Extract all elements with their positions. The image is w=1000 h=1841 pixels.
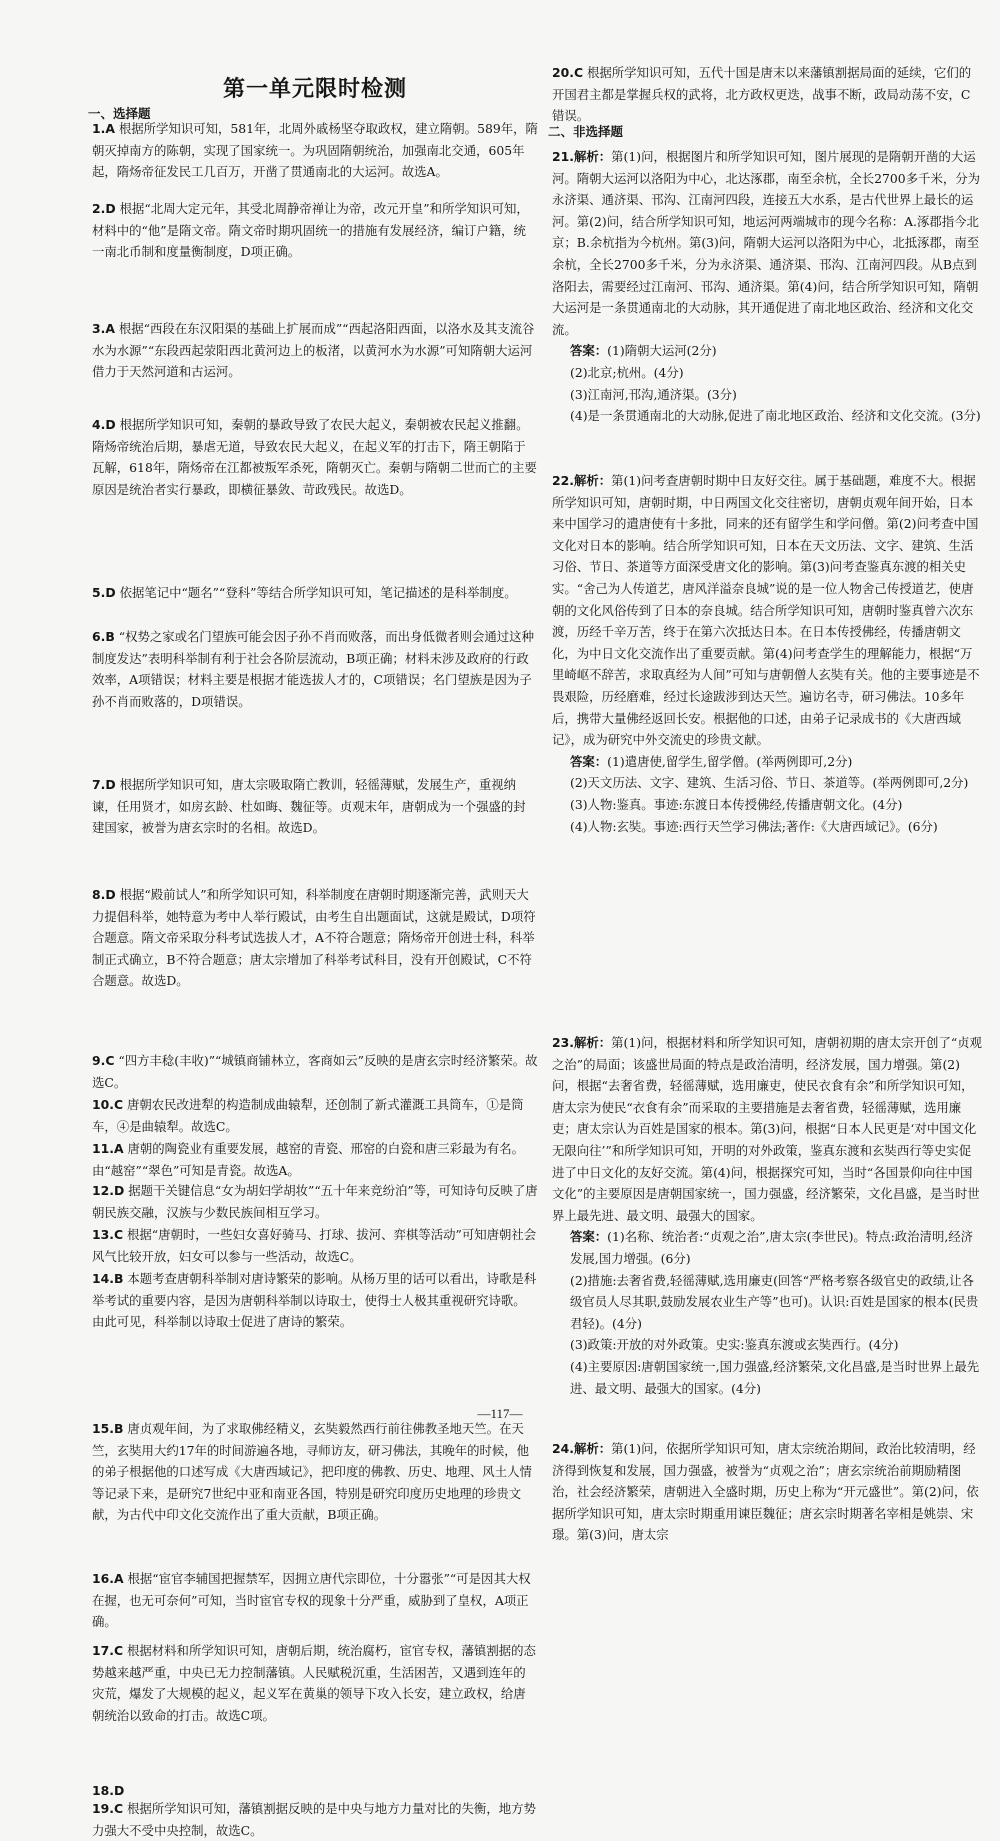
answer-explanation: 本题考查唐朝科举制对唐诗繁荣的影响。从杨万里的话可以看出，诗歌是科举考试的重要内容，是因为唐朝科举制以诗取士，使得士人极其重视研究诗歌。由此可见，科举制以诗取士促进了唐诗的繁荣。 <box>92 1271 537 1330</box>
answer-line <box>552 1270 982 1335</box>
answer-line <box>552 772 982 794</box>
answer-text: (1)隋朝大运河(2分) <box>607 343 717 359</box>
question-number: 10.C <box>92 1097 124 1112</box>
answer-explanation: 唐朝的陶瓷业有重要发展，越窑的青瓷、邢窑的白瓷和唐三彩最为有名。由“越窑”“翠色”可知是青瓷。故选A。 <box>92 1141 524 1178</box>
answer-text: (1)名称、统治者:“贞观之治”,唐太宗(李世民)。特点:政治清明,经济发展,国力增强。(6分) <box>570 1229 974 1266</box>
question-number: 21. <box>552 149 574 164</box>
answer-explanation: 依据笔记中“题名”“登科”等结合所学知识可知，笔记描述的是科举制度。 <box>119 585 517 600</box>
question-number: 19.C <box>92 1801 124 1816</box>
question-number: 12.D <box>92 1183 125 1198</box>
choice-answer-item <box>92 1640 538 1726</box>
answer-explanation: 根据所学知识可知，581年，北周外戚杨坚夺取政权，建立隋朝。589年，隋朝灭掉南方的陈朝，实现了国家统一。为巩固隋朝统治，加强南北交通，605年起，隋炀帝征发民工几百万，开凿了贯通南北的大运河。故选A。 <box>92 121 538 180</box>
answer-line <box>552 751 982 773</box>
answer-explanation: 根据所学知识可知，唐太宗吸取隋亡教训，轻徭薄赋，发展生产，重视纳谏，任用贤才，如房玄龄、杜如晦、魏征等。贞观末年，唐朝成为一个强盛的封建国家，被誉为唐玄宗时的名相。故选D。 <box>92 777 526 836</box>
choice-answer-item <box>92 118 538 183</box>
analysis-label: 解析： <box>573 149 612 164</box>
question-number: 13.C <box>92 1227 124 1242</box>
question-number: 14.B <box>92 1271 124 1286</box>
essay-answer-item <box>552 1438 982 1546</box>
answer-text: (3)人物:鉴真。事迹:东渡日本传授佛经,传播唐朝文化。(4分) <box>570 796 903 812</box>
answer-explanation: 根据“宦官李辅国把握禁军，因拥立唐代宗即位，十分嚣张”“可是因其大权在握，也无可奈何”可知，当时宦官专权的现象十分严重，威胁到了皇权，A项正确。 <box>92 1571 531 1630</box>
answer-text: (3)江南河,邗沟,通济渠。(3分) <box>570 386 737 402</box>
answer-label: 答案： <box>570 753 608 769</box>
question-number: 17.C <box>92 1643 124 1658</box>
analysis-text: 第(1)问考查唐朝时期中日友好交往。属于基础题，难度不大。根据所学知识可知，唐朝时期，中日两国文化交往密切，唐朝贞观年间开始，日本来中国学习的遣唐使有十多批，同来的还有留学生和学问僧。第(2)问考查中国文化对日本的影响。结合所学知识可知，日本在天文历法、文字、建筑、生活习俗、节日、茶道等方面深受唐文化的影响。第(3)问考查鉴真东渡的相关史实。“舍己为人传道艺，唐风洋溢奈良城”说的是一位人物舍己传授道艺，使唐朝的文化风俗传到了日本的奈良城。结合所学知识可知，唐朝时鉴真曾六次东渡，历经千辛万苦，终于在第六次抵达日本。在日本传授佛经，传播唐朝文化，为中日文化交流作出了重要贡献。第(4)问考查学生的理解能力，根据“万里崎岖不辞苦，求取真经为人间”可知与唐朝僧人玄奘有关。他的主要事迹是不畏艰险，历经磨难，经过长途跋涉到达天竺。遍访名寺，研习佛法。10多年后，携带大量佛经返回长安。根据他的口述，由弟子记录成书的《大唐西域记》，成为研究中外交流史的珍贵文献。 <box>552 473 980 748</box>
answer-explanation: 根据“唐朝时，一些妇女喜好骑马、打球、拔河、弈棋等活动”可知唐朝社会风气比较开放，妇女可以参与一些活动，故选C。 <box>92 1227 537 1264</box>
choice-answer-item <box>92 1224 538 1267</box>
page-number: —117— <box>477 1406 523 1421</box>
answer-line <box>552 362 982 384</box>
answer-line <box>552 340 982 362</box>
question-number: 23. <box>552 1035 574 1050</box>
choice-answer-item <box>92 414 538 500</box>
analysis-label: 解析： <box>573 1035 612 1050</box>
answer-label: 答案： <box>570 343 608 359</box>
question-number: 5.D <box>92 585 116 600</box>
question-number: 20.C <box>552 65 584 80</box>
answer-explanation: 根据“北周大定元年，其受北周静帝禅让为帝，改元开皇”和所学知识可知，材料中的“他”是隋文帝。隋文帝时期巩固统一的措施有发展经济，编订户籍，统一南北币制和度量衡制度，D项正确。 <box>92 201 529 260</box>
choice-answer-item <box>92 1268 538 1333</box>
choice-answer-item <box>92 1568 538 1633</box>
answer-text: (2)北京;杭州。(4分) <box>570 364 684 380</box>
choice-answer-item <box>92 1050 538 1093</box>
question-number: 8.D <box>92 887 116 902</box>
answer-line <box>552 384 982 406</box>
analysis-text: 第(1)问，根据图片和所学知识可知，图片展现的是隋朝开凿的大运河。隋朝大运河以洛阳为中心，北达涿郡，南至余杭，全长2700多千米，分为永济渠、通济渠、邗沟、江南河四段，连接五大水系，是古代世界上最长的运河。第(2)问，结合所学知识可知，地运河两端城市的现今名称：A.涿郡指今北京；B.余杭指为今杭州。第(3)问，隋朝大运河以洛阳为中心，北抵涿郡，南至余杭，全长2700多千米，分为永济渠、通济渠、邗沟、江南河四段。从B点到洛阳去，需要经过江南河、邗沟、通济渠。第(4)问，结合所学知识可知，隋朝大运河是一条贯通南北的大动脉，其开通促进了南北地区政治、经济和文化交流。 <box>552 149 981 337</box>
question-number: 4.D <box>92 417 116 432</box>
analysis-text: 第(1)问，根据材料和所学知识可知，唐朝初期的唐太宗开创了“贞观之治”的局面；该盛世局面的特点是政治清明，经济发展，国力增强。第(2)问，根据“去奢省费，轻徭薄赋，选用廉吏，使民衣食有余”和所学知识可知，唐太宗为使民“衣食有余”而采取的主要措施是去奢省费，轻徭薄赋，选用廉吏；唐太宗认为百姓是国家的根本。第(3)问，根据“日本人民更是‘对中国文化无限向往’”和所学知识可知，开明的对外政策，鉴真东渡和玄奘西行等史实促进了中日文化的友好交流。第(4)问，根据探究可知，当时“各国景仰向往中国文化”的主要原因是唐朝国家统一，国力强盛，经济繁荣，文化昌盛，是当时世界上最先进、最文明、最强大的国家。 <box>552 1035 982 1223</box>
choice-answer-item <box>92 626 538 712</box>
answer-line <box>552 405 982 427</box>
question-number: 3.A <box>92 321 115 336</box>
choice-answer-item <box>92 1798 538 1841</box>
answer-line <box>552 816 982 838</box>
answer-explanation: 唐朝农民改进犁的构造制成曲辕犁，还创制了新式灌溉工具筒车，①是筒车，④是曲辕犁。故选C。 <box>92 1097 524 1134</box>
answer-line <box>552 1356 982 1399</box>
answer-label: 答案： <box>570 1229 608 1245</box>
question-number: 22. <box>552 473 574 488</box>
choice-answer-item <box>92 198 538 263</box>
question-number: 1.A <box>92 121 115 136</box>
answer-line <box>552 1334 982 1356</box>
answer-explanation: 根据所学知识可知，秦朝的暴政导致了农民大起义，秦朝被农民起义推翻。隋炀帝统治后期，暴虐无道，导致农民大起义，在起义军的打击下，隋王朝陷于瓦解，618年，隋炀帝在江都被叛军杀死，隋朝灭亡。秦朝与隋朝二世而亡的主要原因是统治者实行暴政，即横征暴敛、苛政残民。故选D。 <box>92 417 537 497</box>
choice-answer-item <box>92 884 538 992</box>
answer-explanation: 唐贞观年间，为了求取佛经精义，玄奘毅然西行前往佛教圣地天竺。在天竺，玄奘用大约17年的时间游遍各地，寻师访友，研习佛法，其晚年的时候，他的弟子根据他的口述写成《大唐西域记》，把印度的佛教、历史、地理、风土人情等记录下来，是研究7世纪中亚和南亚各国，特别是研究印度历史地理的珍贵文献，为古代中印文化交流作出了重大贡献，B项正确。 <box>92 1421 532 1523</box>
answer-explanation: “权势之家或名门望族可能会因子孙不肖而败落，而出身低微者则会通过这种制度发达”表明科举制有利于社会各阶层流动，B项正确；材料未涉及政府的行政效率，A项错误；材料主要是根据才能选拔人才的，C项错误；名门望族是因为子孙不肖而败落的，D项错误。 <box>92 629 534 709</box>
page-title: 第一单元限时检测 <box>222 77 407 102</box>
answer-text: (2)天文历法、文字、建筑、生活习俗、节日、茶道等。(举两例即可,2分) <box>570 775 969 791</box>
question-number: 7.D <box>92 777 116 792</box>
answer-line <box>552 794 982 816</box>
answer-explanation: 据题干关键信息“女为胡妇学胡妆”“五十年来竞纷泊”等，可知诗句反映了唐朝民族交融，汉族与少数民族间相互学习。 <box>92 1183 538 1220</box>
question-number: 6.B <box>92 629 115 644</box>
choice-answer-item <box>92 1418 538 1526</box>
essay-answer-item <box>552 1032 982 1399</box>
answer-text: (4)人物:玄奘。事迹:西行天竺学习佛法;著作:《大唐西域记》。(6分) <box>570 818 938 834</box>
answer-explanation: 根据“殿前试人”和所学知识可知，科举制度在唐朝时期逐渐完善，武则天大力提倡科举，她特意为考中人举行殿试，由考生自出题面试，这就是殿试，D项符合题意。隋文帝采取分科考试选拔人才，A不符合题意；隋炀帝开创进士科，科举制正式确立，B不符合题意；唐太宗增加了科举考试科目，没有开创殿试，C不符合题意。故选D。 <box>92 887 536 989</box>
answer-line <box>552 1226 982 1269</box>
analysis-text: 第(1)问，依据所学知识可知，唐太宗统治期间，政治比较清明，经济得到恢复和发展，国力强盛，被誉为“贞观之治”；唐玄宗统治前期励精图治，社会经济繁荣，唐朝进入全盛时期，历史上称为“开元盛世”。第(2)问，依据所学知识可知，唐太宗时期重用谏臣魏征；唐玄宗时期著名宰相是姚崇、宋璟。第(3)问，唐太宗 <box>552 1441 979 1543</box>
question-number: 18.D <box>92 1783 125 1798</box>
question-number: 9.C <box>92 1053 115 1068</box>
answer-explanation: 根据所学知识可知，五代十国是唐末以来藩镇割据局面的延续，它们的开国君主都是掌握兵权的武将，北方政权更迭，战事不断，政局动荡不安，C错误。 <box>552 65 972 124</box>
choice-answer-item <box>92 1180 538 1223</box>
choice-answer-item <box>92 774 538 839</box>
section-heading-nonchoice: 二、非选择题 <box>548 124 624 139</box>
answer-text: (1)遣唐使,留学生,留学僧。(举两例即可,2分) <box>607 753 853 769</box>
question-number: 24. <box>552 1441 574 1456</box>
answer-text: (4)主要原因:唐朝国家统一,国力强盛,经济繁荣,文化昌盛,是当时世界上最先进、最文明、最强大的国家。(4分) <box>570 1358 980 1396</box>
question-number: 2.D <box>92 201 116 216</box>
answer-explanation: “四方丰稔(丰收)”“城镇商铺林立，客商如云”反映的是唐玄宗时经济繁荣。故选C。 <box>92 1053 538 1090</box>
section-heading-choice: 一、选择题 <box>88 106 151 121</box>
choice-answer-item <box>92 1138 538 1181</box>
essay-answer-item <box>552 470 982 837</box>
choice-answer-item <box>92 1094 538 1137</box>
choice-answer-item <box>552 62 982 127</box>
essay-answer-item <box>552 146 982 427</box>
answer-explanation: 根据材料和所学知识可知，唐朝后期，统治腐朽，宦官专权，藩镇割据的态势越来越严重，中央已无力控制藩镇。人民赋税沉重，生活困苦，又遇到连年的灾荒，爆发了大规模的起义，起义军在黄巢的领导下攻入长安，建立政权，给唐朝统治以致命的打击。故选C项。 <box>92 1643 536 1723</box>
analysis-label: 解析： <box>573 473 612 488</box>
question-number: 16.A <box>92 1571 124 1586</box>
answer-text: (4)是一条贯通南北的大动脉,促进了南北地区政治、经济和文化交流。(3分) <box>570 408 981 424</box>
question-number: 15.B <box>92 1421 124 1436</box>
analysis-label: 解析： <box>573 1441 612 1456</box>
question-number: 11.A <box>92 1141 124 1156</box>
answer-explanation: 根据“西段在东汉阳渠的基础上扩展而成”“西起洛阳西面，以洛水及其支流谷水为水源”“东段西起荥阳西北黄河边上的板渚，以黄河水为水源”可知隋朝大运河借力于天然河道和古运河。 <box>92 321 535 380</box>
choice-answer-item <box>92 318 538 383</box>
answer-text: (2)措施:去奢省费,轻徭薄赋,选用廉吏(回答“严格考察各级官史的政绩,让各级官员人尽其职,鼓励发展农业生产等”也可)。认识:百姓是国家的根本(民贵君轻)。(4分) <box>570 1272 979 1331</box>
choice-answer-item <box>92 582 538 604</box>
answer-text: (3)政策:开放的对外政策。史实:鉴真东渡或玄奘西行。(4分) <box>570 1337 899 1353</box>
answer-explanation: 根据所学知识可知，藩镇割据反映的是中央与地方力量对比的失衡，地方势力强大不受中央控制，故选C。 <box>92 1801 536 1838</box>
